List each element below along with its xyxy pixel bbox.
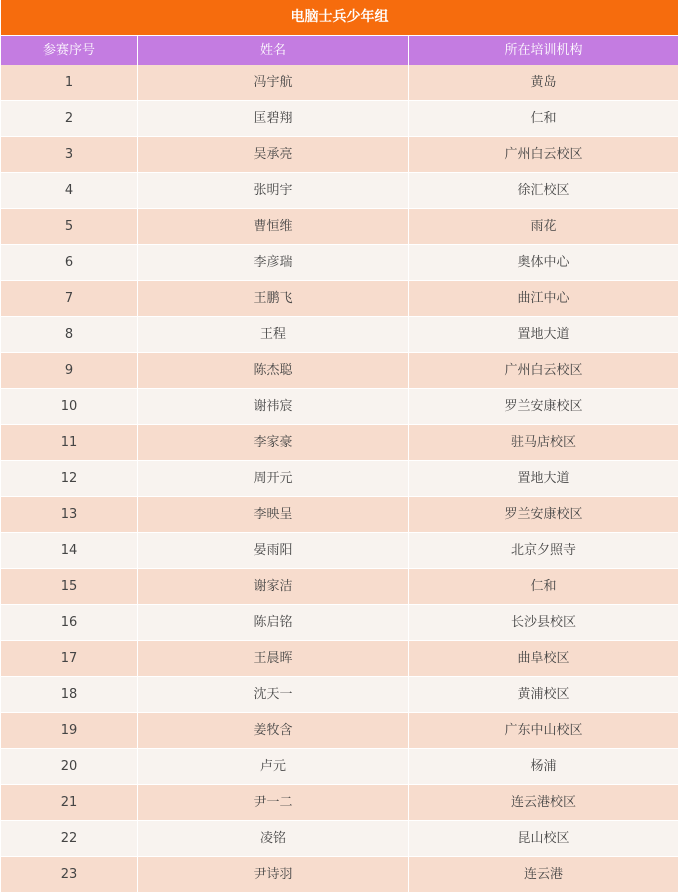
table-row bbox=[1, 641, 678, 677]
cell-seq: 13 bbox=[60, 507, 78, 522]
cell-seq: 22 bbox=[60, 831, 78, 846]
cell-name: 谢祎宸 bbox=[137, 389, 408, 424]
cell-seq: 9 bbox=[64, 363, 74, 378]
cell-org: 黄浦校区 bbox=[408, 677, 678, 712]
cell-org: 黄岛 bbox=[408, 65, 678, 100]
cell-name: 姜牧含 bbox=[137, 713, 408, 748]
cell-org: 连云港校区 bbox=[408, 785, 678, 820]
cell-seq: 2 bbox=[64, 111, 74, 126]
cell-name: 谢家洁 bbox=[137, 569, 408, 604]
table-row bbox=[1, 677, 678, 713]
cell-seq: 21 bbox=[60, 795, 78, 810]
table-row bbox=[1, 569, 678, 605]
header-org: 所在培训机构 bbox=[408, 36, 678, 65]
table-row bbox=[1, 389, 678, 425]
cell-org: 雨花 bbox=[408, 209, 678, 244]
cell-name: 晏雨阳 bbox=[137, 533, 408, 568]
table-row bbox=[1, 245, 678, 281]
cell-name: 凌铭 bbox=[137, 821, 408, 856]
cell-org: 杨浦 bbox=[408, 749, 678, 784]
table-row bbox=[1, 353, 678, 389]
cell-name: 王晨晖 bbox=[137, 641, 408, 676]
table-row bbox=[1, 533, 678, 569]
table-row bbox=[1, 749, 678, 785]
table-row bbox=[1, 857, 678, 893]
cell-name: 王程 bbox=[137, 317, 408, 352]
table-row bbox=[1, 101, 678, 137]
cell-seq: 12 bbox=[60, 471, 78, 486]
table-row bbox=[1, 173, 678, 209]
cell-seq: 18 bbox=[60, 687, 78, 702]
cell-org: 广州白云校区 bbox=[408, 137, 678, 172]
cell-seq: 14 bbox=[60, 543, 78, 558]
table-row bbox=[1, 605, 678, 641]
cell-org: 奥体中心 bbox=[408, 245, 678, 280]
cell-name: 沈天一 bbox=[137, 677, 408, 712]
cell-seq: 11 bbox=[60, 435, 78, 450]
table-row bbox=[1, 65, 678, 101]
cell-name: 匡碧翔 bbox=[137, 101, 408, 136]
cell-seq: 10 bbox=[60, 399, 78, 414]
cell-org: 置地大道 bbox=[408, 317, 678, 352]
table-header-row bbox=[1, 35, 678, 65]
table-row bbox=[1, 281, 678, 317]
table-row bbox=[1, 137, 678, 173]
cell-org: 广州白云校区 bbox=[408, 353, 678, 388]
cell-seq: 1 bbox=[64, 75, 74, 90]
cell-name: 王鹏飞 bbox=[137, 281, 408, 316]
cell-name: 吴承亮 bbox=[137, 137, 408, 172]
header-name: 姓名 bbox=[137, 36, 408, 65]
cell-seq: 16 bbox=[60, 615, 78, 630]
cell-name: 陈杰聪 bbox=[137, 353, 408, 388]
cell-name: 尹诗羽 bbox=[137, 857, 408, 892]
cell-seq: 20 bbox=[60, 759, 78, 774]
cell-seq: 7 bbox=[64, 291, 74, 306]
cell-name: 曹恒维 bbox=[137, 209, 408, 244]
cell-org: 徐汇校区 bbox=[408, 173, 678, 208]
cell-seq: 17 bbox=[60, 651, 78, 666]
cell-org: 长沙县校区 bbox=[408, 605, 678, 640]
table-row bbox=[1, 317, 678, 353]
cell-name: 卢元 bbox=[137, 749, 408, 784]
cell-name: 张明宇 bbox=[137, 173, 408, 208]
cell-seq: 19 bbox=[60, 723, 78, 738]
table-row bbox=[1, 425, 678, 461]
cell-org: 驻马店校区 bbox=[408, 425, 678, 460]
cell-seq: 5 bbox=[64, 219, 74, 234]
cell-name: 尹一二 bbox=[137, 785, 408, 820]
cell-seq: 6 bbox=[64, 255, 74, 270]
cell-seq: 3 bbox=[64, 147, 74, 162]
cell-org: 昆山校区 bbox=[408, 821, 678, 856]
cell-org: 曲阜校区 bbox=[408, 641, 678, 676]
cell-org: 北京夕照寺 bbox=[408, 533, 678, 568]
table-row bbox=[1, 497, 678, 533]
table-row bbox=[1, 785, 678, 821]
cell-name: 陈启铭 bbox=[137, 605, 408, 640]
cell-seq: 23 bbox=[60, 867, 78, 882]
table-row bbox=[1, 209, 678, 245]
cell-seq: 4 bbox=[64, 183, 74, 198]
cell-org: 广东中山校区 bbox=[408, 713, 678, 748]
cell-seq: 8 bbox=[64, 327, 74, 342]
cell-org: 仁和 bbox=[408, 569, 678, 604]
cell-name: 李彦瑞 bbox=[137, 245, 408, 280]
cell-name: 李映呈 bbox=[137, 497, 408, 532]
cell-org: 置地大道 bbox=[408, 461, 678, 496]
cell-org: 仁和 bbox=[408, 101, 678, 136]
cell-org: 连云港 bbox=[408, 857, 678, 892]
header-seq: 参赛序号 bbox=[42, 43, 95, 58]
cell-org: 曲江中心 bbox=[408, 281, 678, 316]
table-body bbox=[1, 65, 678, 893]
cell-seq: 15 bbox=[60, 579, 78, 594]
table-row bbox=[1, 461, 678, 497]
table-row bbox=[1, 821, 678, 857]
cell-name: 周开元 bbox=[137, 461, 408, 496]
cell-org: 罗兰安康校区 bbox=[408, 389, 678, 424]
table-row bbox=[1, 713, 678, 749]
table-title: 电脑士兵少年组 bbox=[1, 0, 678, 35]
cell-org: 罗兰安康校区 bbox=[408, 497, 678, 532]
cell-name: 李家豪 bbox=[137, 425, 408, 460]
cell-name: 冯宇航 bbox=[137, 65, 408, 100]
